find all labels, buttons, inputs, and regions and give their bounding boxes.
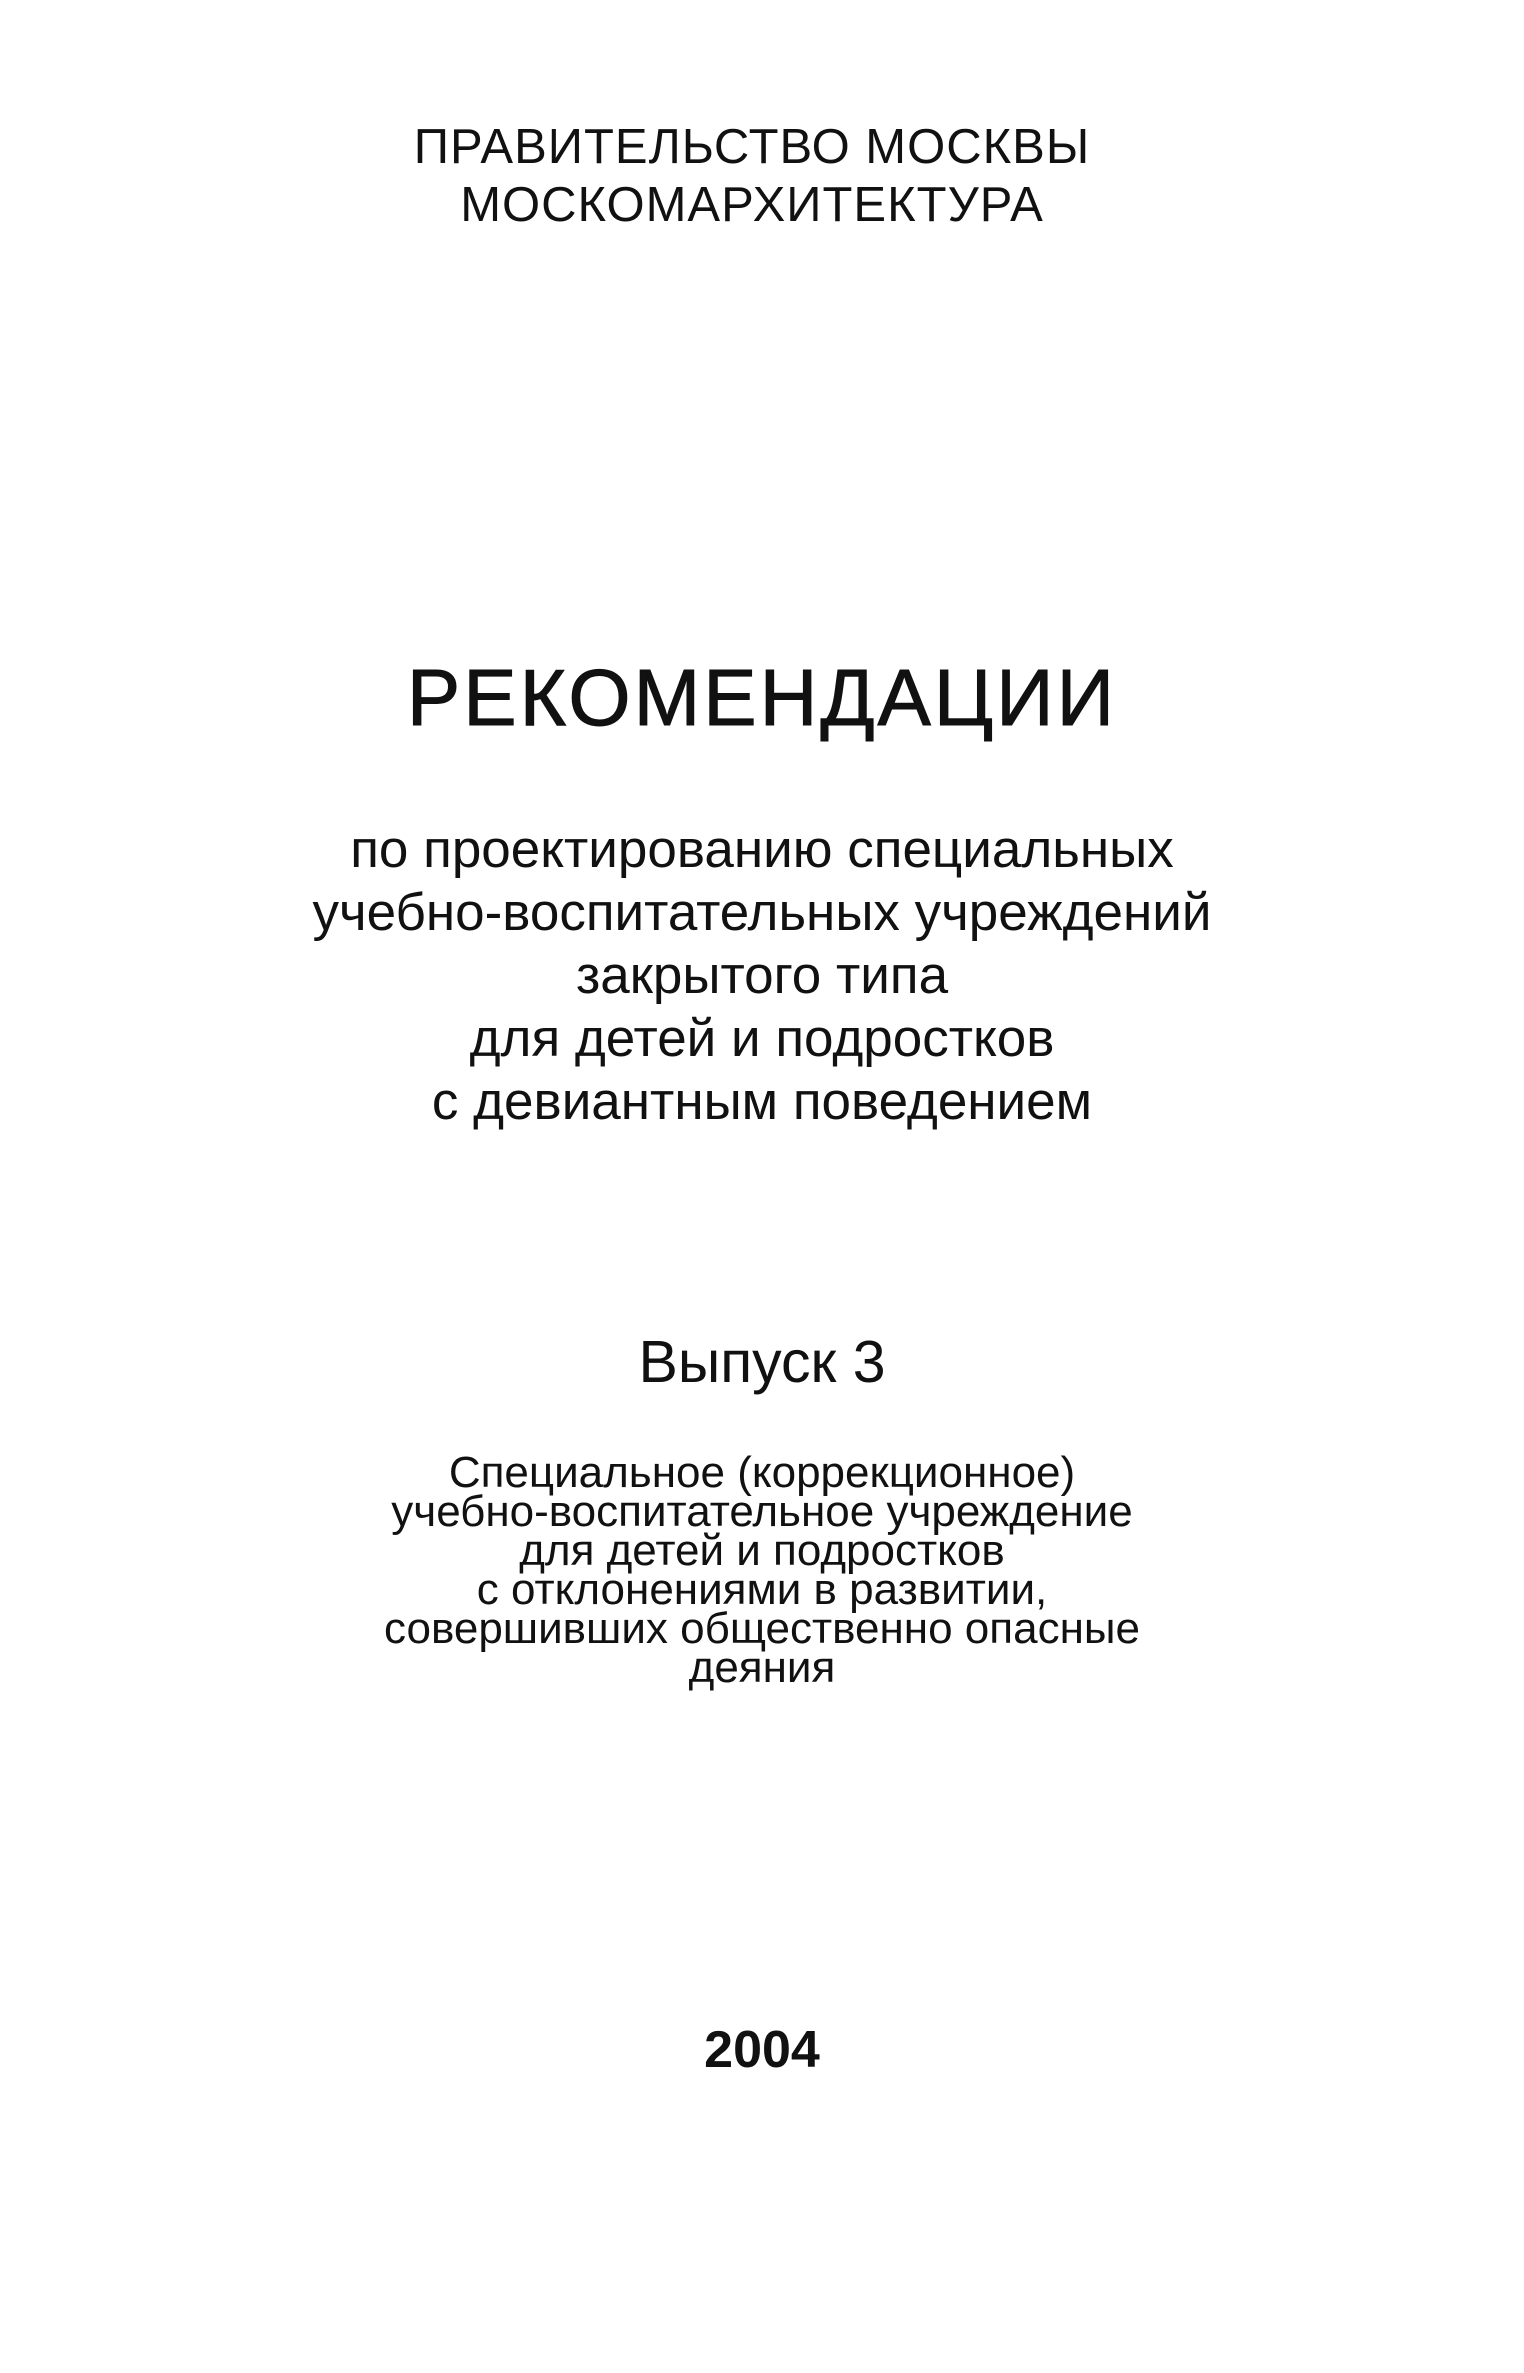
organization-line-government: ПРАВИТЕЛЬСТВО МОСКВЫ xyxy=(413,120,1091,174)
issue-number: Выпуск 3 xyxy=(638,1329,886,1395)
description-line: учебно-воспитательное учреждение xyxy=(391,1487,1133,1536)
organization-line-agency: МОСКОМАРХИТЕКТУРА xyxy=(460,178,1044,232)
description-line: для детей и подростков xyxy=(519,1526,1005,1575)
subtitle-line: с девиантным поведением xyxy=(431,1072,1093,1131)
subtitle-line: по проектированию специальных xyxy=(350,820,1174,879)
subtitle-line: учебно-воспитательных учреждений xyxy=(312,883,1212,942)
description-line: совершивших общественно опасные xyxy=(384,1604,1140,1653)
description-line: с отклонениями в развитии, xyxy=(476,1565,1048,1614)
subtitle-line: закрытого типа xyxy=(575,946,949,1005)
description-line: Специальное (коррекционное) xyxy=(448,1448,1076,1497)
organization-header xyxy=(0,118,1514,234)
document-subtitle xyxy=(0,818,1524,1133)
description-line: деяния xyxy=(688,1643,836,1692)
publication-year: 2004 xyxy=(704,2021,820,2079)
document-title: РЕКОМЕНДАЦИИ xyxy=(406,653,1118,742)
subtitle-line: для детей и подростков xyxy=(469,1009,1055,1068)
issue-description xyxy=(0,1448,1524,1692)
